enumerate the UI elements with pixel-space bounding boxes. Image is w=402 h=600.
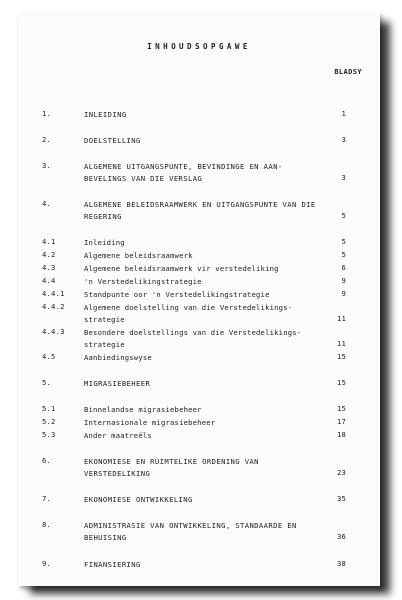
toc-entry-text: Algemene doelstelling van die Verstedelikings-strategie <box>84 303 293 324</box>
toc-entry-text: Aanbiedingswyse <box>84 353 152 362</box>
toc-entry-text: Algemene beleidsraamwerk vir verstedeliking <box>84 264 279 273</box>
toc-entry-number: 9. <box>42 559 52 568</box>
toc-entry-text: Binnelandse migrasiebeheer <box>84 405 202 414</box>
toc-entry-number: 4.2 <box>42 250 56 259</box>
toc-entry-number: 4.1 <box>42 237 56 246</box>
toc-entry-page: 5 <box>341 237 346 246</box>
toc-entry-number: 4.5 <box>42 352 56 361</box>
toc-entry-text: Besondere doelstellings van die Verstedelikings-strategie <box>84 328 302 349</box>
toc-entry-page: 36 <box>336 532 346 541</box>
toc-entry-text: ALGEMENE BELEIDSRAAMWERK EN UITGANGSPUNTE VAN DIE REGERING <box>84 200 316 221</box>
toc-entry-text: ALGEMENE UITGANGSPUNTE, BEVINDINGE EN AAN-BEVELINGS VAN DIE VERSLAG <box>84 162 283 183</box>
toc-entry-text: INLEIDING <box>84 110 127 119</box>
toc-entry-page: 35 <box>336 494 346 503</box>
toc-entry-number: 4.4.2 <box>42 302 65 311</box>
toc-entry-number: 5.1 <box>42 404 56 413</box>
toc-entry-text: FINANSIERING <box>84 560 141 569</box>
toc-entry-number: 4. <box>42 199 52 208</box>
toc-entry-page: 3 <box>341 135 346 144</box>
toc-entry-page: 15 <box>336 352 346 361</box>
page-title: INHOUDSOPGAWE <box>147 42 251 51</box>
toc-entry-page: 15 <box>336 378 346 387</box>
toc-entry-text: Algemene beleidsraamwerk <box>84 251 193 260</box>
toc-entry-number: 5. <box>42 378 52 387</box>
toc-entry-text: Standpunte oor 'n Verstedelikingstrategie <box>84 290 270 299</box>
toc-entry-page: 11 <box>336 339 346 348</box>
toc-entry-text: EKONOMIESE ONTWIKKELING <box>84 495 193 504</box>
toc-entry-number: 4.4 <box>42 276 56 285</box>
toc-entry-page: 9 <box>341 289 346 298</box>
toc-entry-number: 8. <box>42 520 52 529</box>
toc-entry-page: 9 <box>341 276 346 285</box>
toc-entry-number: 2. <box>42 135 52 144</box>
toc-entry-page: 5 <box>341 211 346 220</box>
toc-entry-page: 3 <box>341 173 346 182</box>
toc-entry-number: 7. <box>42 494 52 503</box>
toc-entry-text: EKONOMIESE EN RUIMTELIKE ORDENING VAN VERSTEDELIKING <box>84 457 259 478</box>
toc-entry-text: DOELSTELLING <box>84 136 141 145</box>
toc-entry-number: 5.3 <box>42 430 56 439</box>
toc-entry-text: Inleiding <box>84 238 125 247</box>
toc-entry-page: 23 <box>336 468 346 477</box>
toc-entry-number: 6. <box>42 456 52 465</box>
toc-entry-page: 5 <box>341 250 346 259</box>
toc-entry-number: 3. <box>42 161 52 170</box>
toc-entry-page: 18 <box>336 430 346 439</box>
toc-entry-page: 17 <box>336 417 346 426</box>
toc-entry-number: 4.4.3 <box>42 327 65 336</box>
toc-entry-number: 1. <box>42 109 52 118</box>
toc-entry-text: ADMINISTRASIE VAN ONTWIKKELING, STANDAARDE EN BEHUISING <box>84 521 297 542</box>
toc-entry-number: 4.3 <box>42 263 56 272</box>
page-column-header: BLADSY <box>334 68 362 76</box>
toc-entry-number: 4.4.1 <box>42 289 65 298</box>
toc-entry-page: 1 <box>341 109 346 118</box>
toc-entry-text: 'n Verstedelikingstrategie <box>84 277 202 286</box>
toc-entry-text: MIGRASIEBEHEER <box>84 379 151 388</box>
toc-entry-text: Ander maatreëls <box>84 431 152 440</box>
toc-entry-page: 11 <box>336 314 346 323</box>
toc-entry-page: 15 <box>336 404 346 413</box>
toc-entry-page: 38 <box>336 559 346 568</box>
toc-entry-number: 5.2 <box>42 417 56 426</box>
document-page <box>18 12 380 586</box>
toc-entry-text: Internasionale migrasiebeheer <box>84 418 216 427</box>
toc-entry-page: 6 <box>341 263 346 272</box>
